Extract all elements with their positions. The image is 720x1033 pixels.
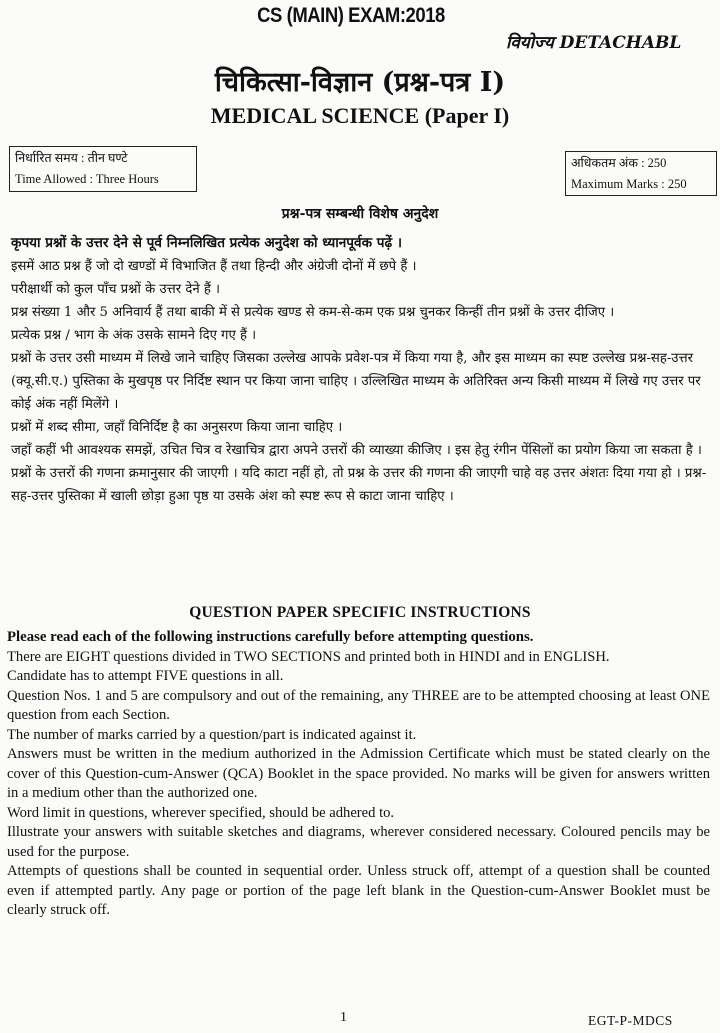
maximum-marks-english: Maximum Marks : 250 <box>571 177 687 191</box>
hindi-instruction: जहाँ कहीं भी आवश्यक समझें, उचित चित्र व रेखाचित्र द्वारा अपने उत्तरों की व्याख्या कीजिए । इस हेतु रंगीन पेंसिलों का प्रयोग किया जा सकता है । <box>11 443 702 458</box>
english-paper-title: MEDICAL SCIENCE (Paper I) <box>210 103 510 128</box>
time-allowed-english: Time Allowed : Three Hours <box>15 172 159 186</box>
hindi-instruction: इसमें आठ प्रश्न हैं जो दो खण्डों में विभाजित हैं तथा हिन्दी और अंग्रेजी दोनों में छपे हैं । <box>11 259 417 274</box>
english-instruction: Answers must be written in the medium authorized in the Admission Certificate which must be stated clearly on the cover of this Question-cum-Answer (QCA) Booklet in the space provided. No marks will be given for answers written in a medium other than the authorized one. <box>7 746 710 801</box>
time-allowed-box <box>9 146 197 192</box>
english-instruction: Illustrate your answers with suitable sketches and diagrams, wherever considered necessary. Coloured pencils may be used for the purpose. <box>7 824 710 860</box>
english-instruction: The number of marks carried by a question/part is indicated against it. <box>7 726 417 743</box>
english-instruction: Please read each of the following instructions carefully before attempting questions. <box>7 629 534 645</box>
english-instruction: Question Nos. 1 and 5 are compulsory and out of the remaining, any THREE are to be attempted choosing at least ONE question from each Section. <box>7 687 710 723</box>
english-instructions-heading: QUESTION PAPER SPECIFIC INSTRUCTIONS <box>189 604 531 621</box>
hindi-paper-title: चिकित्सा-विज्ञान (प्रश्न-पत्र I) <box>214 67 506 98</box>
hindi-instruction: प्रश्नों के उत्तरों की गणना क्रमानुसार की जाएगी । यदि काटा नहीं हो, तो प्रश्न के उत्तर की गणना की जाएगी चाहे वह उत्तर अंशतः दिया गया हो । प्रश्न-सह-उत्तर पुस्तिका में खाली छोड़ा हुआ पृष्ठ या उसके अंश को स्पष्ट रूप से काटा जाना चाहिए । <box>11 466 707 504</box>
english-instruction: Word limit in questions, wherever specified, should be adhered to. <box>7 804 395 821</box>
english-instructions <box>7 628 710 921</box>
english-instruction: Candidate has to attempt FIVE questions in all. <box>7 668 284 684</box>
english-instruction: There are EIGHT questions divided in TWO SECTIONS and printed both in HINDI and in ENGLISH. <box>7 648 610 665</box>
exam-title: CS (MAIN) EXAM:2018 <box>257 4 445 27</box>
maximum-marks-hindi: अधिकतम अंक : 250 <box>571 156 667 170</box>
hindi-instructions-heading: प्रश्न-पत्र सम्बन्धी विशेष अनुदेश <box>281 206 439 222</box>
hindi-instruction: कृपया प्रश्नों के उत्तर देने से पूर्व निम्नलिखित प्रत्येक अनुदेश को ध्यानपूर्वक पढ़ें । <box>11 235 403 251</box>
page-number: 1 <box>340 1010 347 1025</box>
hindi-instruction: प्रश्नों के उत्तर उसी माध्यम में लिखे जाने चाहिए जिसका उल्लेख आपके प्रवेश-पत्र में किया गया है, और इस माध्यम का स्पष्ट उल्लेख प्रश्न-सह-उत्तर (क्यू.सी.ए.) पुस्तिका के मुखपृष्ठ पर निर्दिष्ट स्थान पर किया जाना चाहिए । उल्लिखित माध्यम के अतिरिक्त अन्य किसी माध्यम में लिखे गए उत्तर पर कोई अंक नहीं मिलेंगे । <box>11 351 701 412</box>
hindi-instruction: प्रश्न संख्या 1 और 5 अनिवार्य हैं तथा बाकी में से प्रत्येक खण्ड से कम-से-कम एक प्रश्न चुनकर किन्हीं तीन प्रश्नों के उत्तर दीजिए । <box>11 305 615 320</box>
hindi-instructions <box>11 232 711 508</box>
english-instruction: Attempts of questions shall be counted in sequential order. Unless struck off, attempt of a question shall be counted even if attempted partly. Any page or portion of the page left blank in the Question-cum-Answer Booklet must be clearly struck off. <box>7 863 710 918</box>
hindi-instruction: प्रश्नों में शब्द सीमा, जहाँ विनिर्दिष्ट है का अनुसरण किया जाना चाहिए । <box>11 420 343 435</box>
hindi-instruction: परीक्षार्थी को कुल पाँच प्रश्नों के उत्तर देने हैं । <box>11 282 221 297</box>
time-allowed-hindi: निर्धारित समय : तीन घण्टे <box>15 151 128 165</box>
paper-code: EGT-P-MDCS <box>588 1013 673 1028</box>
detachable-label: वियोज्य DETACHABL <box>506 33 682 53</box>
maximum-marks-box <box>565 151 717 196</box>
hindi-instruction: प्रत्येक प्रश्न / भाग के अंक उसके सामने दिए गए हैं । <box>11 328 257 343</box>
